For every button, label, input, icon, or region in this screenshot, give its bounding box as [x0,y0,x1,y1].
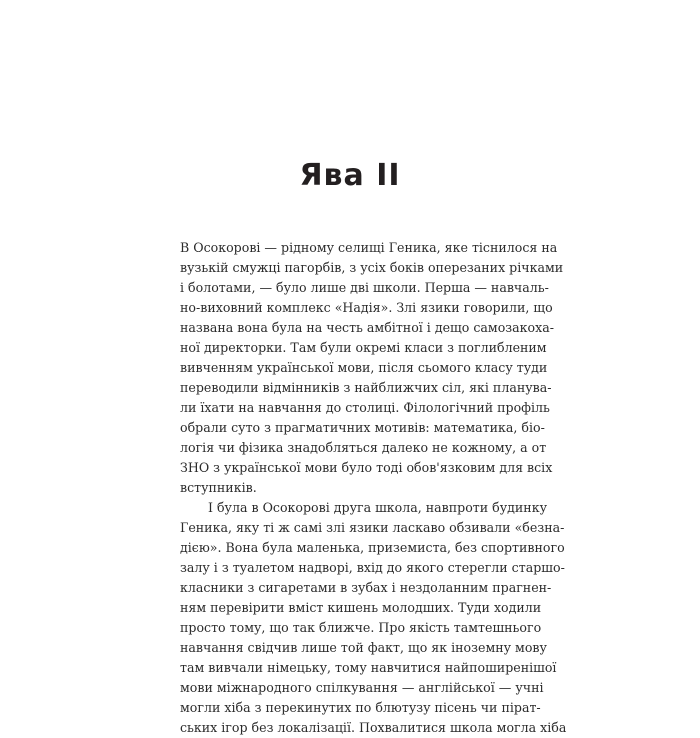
text-line: могли хіба з перекинутих по блютузу пісень чи пірат- [180,700,541,715]
text-line: залу і з туалетом надворі, вхід до якого стерегли старшо- [180,560,565,575]
text-line: просто тому, що так ближче. Про якість тамтешнього [180,620,542,635]
text-line: ли їхати на навчання до столиці. Філологічний профіль [180,400,550,415]
paragraph-1 [180,238,564,498]
text-line: там вивчали німецьку, тому навчитися найпоширенішої [180,660,557,675]
text-line: вузькій смужці пагорбів, з усіх боків оперезаних річками [180,260,564,275]
text-line: вивченням української мови, після сьомого класу туди [180,360,548,375]
text-line: но-виховний комплекс «Надія». Злі язики говорили, що [180,300,553,315]
text-line: обрали суто з прагматичних мотивів: математика, біо- [180,420,545,435]
text-line: навчання свідчив лише той факт, що як іноземну мову [180,640,547,655]
chapter-body [180,238,567,738]
chapter-title: Ява ІІ [299,158,401,193]
text-line: В Осокорові — рідному селищі Геника, яке тіснилося на [180,240,558,255]
text-line: ЗНО з української мови було тоді обов'язковим для всіх [180,460,553,475]
text-line: логія чи фізика знадобляться далеко не кожному, а от [180,440,547,455]
paragraph-2 [180,498,567,738]
text-line: ної директорки. Там були окремі класи з поглибленим [180,340,547,355]
text-line: дією». Вона була маленька, приземиста, без спортивного [180,540,565,555]
text-line: мови міжнародного спілкування — англійської — учні [180,680,544,695]
text-line: вступників. [180,480,257,495]
text-line: класники з сигаретами в зубах і нездоланним прагнен- [180,580,552,595]
text-line: І була в Осокорові друга школа, навпроти будинку [208,500,547,515]
text-line: ням перевірити вміст кишень молодших. Туди ходили [180,600,542,615]
text-line: Геника, яку ті ж самі злі язики ласкаво обзивали «безна- [180,520,565,535]
text-line: переводили відмінників з найближчих сіл, які планува- [180,380,552,395]
text-line: ських ігор без локалізації. Похвалитися школа могла хіба [180,720,567,735]
text-line: і болотами, — було лише дві школи. Перша — навчаль- [180,280,549,295]
text-line: названа вона була на честь амбітної і дещо самозакоха- [180,320,554,335]
